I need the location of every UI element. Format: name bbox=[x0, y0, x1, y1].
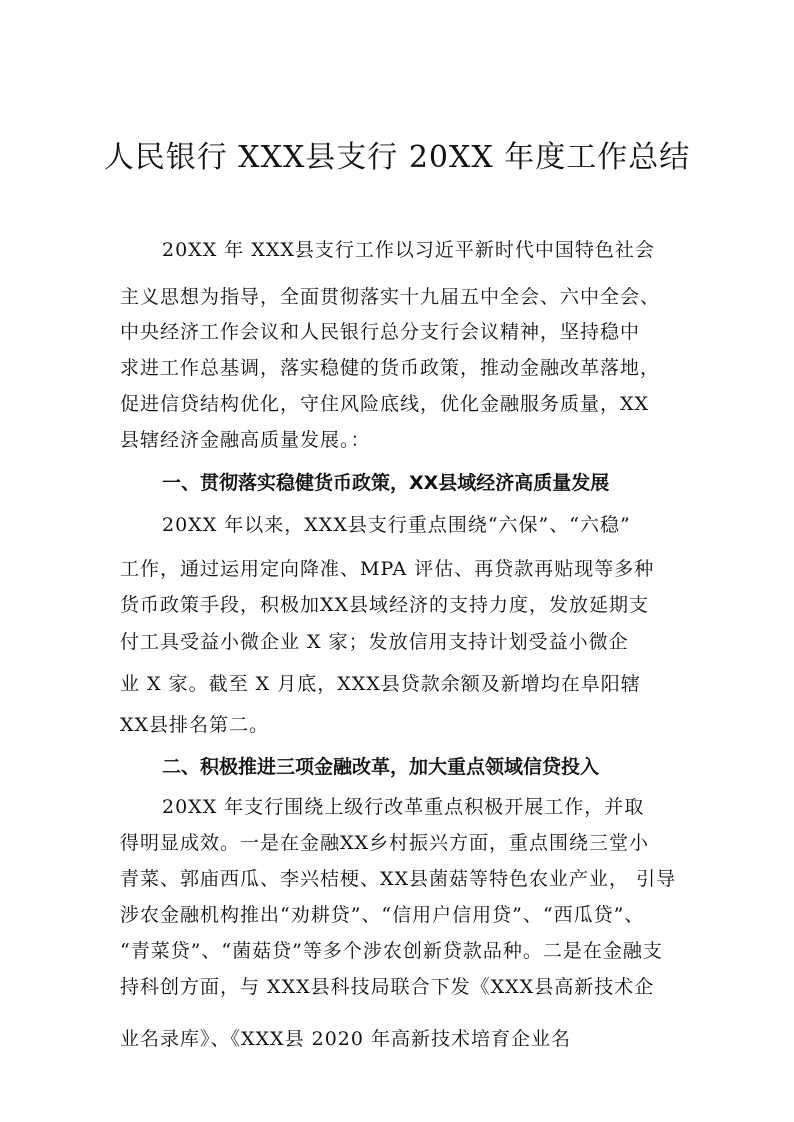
paragraph-line: 20XX 年支行围绕上级行改革重点积极开展工作，并取 bbox=[162, 796, 645, 818]
paragraph-line: 中央经济工作会议和人民银行总分支行会议精神，坚持稳中 bbox=[120, 321, 641, 343]
paragraph-line: 业 X 家。截至 X 月底，XXX县贷款余额及新增均在阜阳辖 bbox=[120, 673, 641, 695]
section-heading-2: 二、积极推进三项金融改革，加大重点领域信贷投入 bbox=[162, 756, 600, 778]
paragraph-line: 业名录库》、《XXX县 2020 年高新技术培育企业名 bbox=[120, 1028, 572, 1050]
paragraph-line: 付工具受益小微企业 X 家；发放信用支持计划受益小微企 bbox=[120, 631, 629, 653]
paragraph-line: 求进工作总基调，落实稳健的货币政策，推动金融改革落地， bbox=[120, 357, 661, 379]
paragraph-line: 工作，通过运用定向降准、MPA 评估、再贷款再贴现等多种 bbox=[120, 558, 655, 580]
paragraph-line: XX县排名第二。 bbox=[120, 714, 270, 736]
paragraph-line: 青菜、郭庙西瓜、李兴桔梗、XX县菌菇等特色农业产业， 引导 bbox=[120, 868, 677, 890]
paragraph-line: 20XX 年以来，XXX县支行重点围绕“六保”、“六稳” bbox=[162, 514, 631, 536]
paragraph-line: 持科创方面，与 XXX县科技局联合下发《XXX县高新技术企 bbox=[120, 976, 655, 998]
section-heading-1: 一、贯彻落实稳健货币政策，XX县域经济高质量发展 bbox=[162, 472, 610, 494]
paragraph-line: 涉农金融机构推出“劝耕贷”、“信用户信用贷”、“西瓜贷”、 bbox=[120, 904, 645, 926]
paragraph-line: 货币政策手段，积极加XX县域经济的支持力度，发放延期支 bbox=[120, 594, 650, 616]
document-title: 人民银行 XXX县支行 20XX 年度工作总结 bbox=[103, 140, 691, 175]
paragraph-line: 得明显成效。一是在金融XX乡村振兴方面，重点围绕三堂小 bbox=[120, 832, 650, 854]
paragraph-line: 促进信贷结构优化，守住风险底线，优化金融服务质量，XX bbox=[120, 393, 650, 415]
paragraph-line: “青菜贷”、“菌菇贷”等多个涉农创新贷款品种。二是在金融支 bbox=[120, 940, 663, 962]
paragraph-line: 20XX 年 XXX县支行工作以习近平新时代中国特色社会 bbox=[162, 239, 655, 261]
paragraph-line: 主义思想为指导，全面贯彻落实十九届五中全会、六中全会、 bbox=[120, 286, 661, 308]
paragraph-line: 县辖经济金融高质量发展。： bbox=[120, 429, 371, 451]
